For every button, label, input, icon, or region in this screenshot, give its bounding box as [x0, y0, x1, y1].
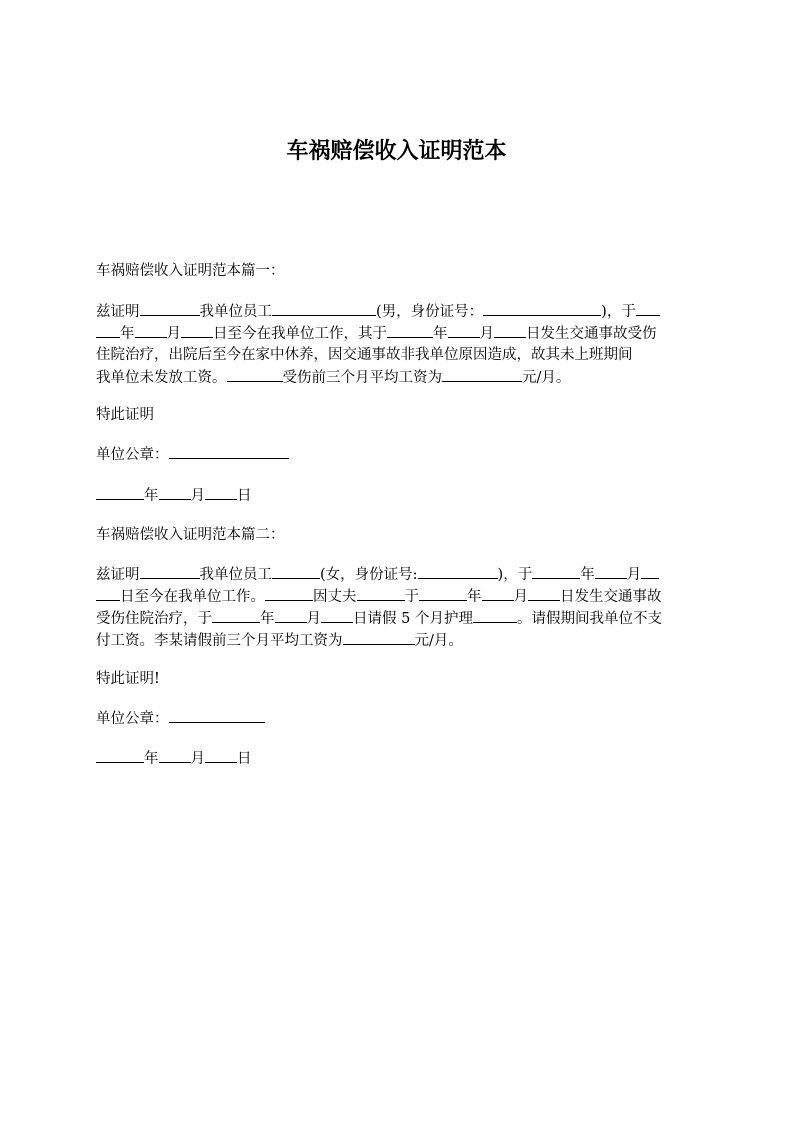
text-segment: 日至今在我单位工作。	[120, 589, 265, 605]
fill-blank	[140, 300, 200, 316]
text-segment: 我单位未发放工资。	[96, 370, 227, 386]
fill-blank	[483, 300, 601, 316]
text-segment: 日发生交通事故受伤	[526, 326, 657, 342]
text-segment: 日至今在我单位工作，其于	[213, 326, 387, 342]
text-segment: 元/月。	[522, 370, 571, 386]
text-segment: 年	[144, 751, 159, 767]
section1-paragraph-line2	[96, 322, 706, 345]
text-segment: 于	[404, 589, 419, 605]
text-segment: 年	[144, 488, 159, 504]
fill-blank	[321, 607, 353, 623]
fill-blank	[272, 300, 376, 316]
fill-blank	[96, 585, 120, 601]
text-segment: 年	[467, 589, 482, 605]
text-segment: 年	[580, 567, 595, 583]
fill-blank	[272, 563, 320, 579]
section1-seal	[96, 443, 706, 466]
text-segment: 年	[120, 326, 135, 342]
text-segment: 受伤住院治疗，于	[96, 611, 212, 627]
text-segment: 兹证明	[96, 304, 140, 320]
fill-blank	[159, 747, 191, 763]
text-segment: 年	[260, 611, 275, 627]
section2-seal	[96, 707, 706, 730]
fill-blank	[595, 563, 627, 579]
fill-blank	[442, 366, 522, 382]
text-segment: 月	[479, 326, 494, 342]
section2-heading: 车祸赔偿收入证明范本篇二：	[96, 527, 285, 543]
fill-blank	[96, 322, 120, 338]
text-segment: 年	[433, 326, 448, 342]
text-segment: 付工资。李某请假前三个月平均工资为	[96, 633, 343, 649]
text-segment: 我单位员工	[199, 567, 272, 583]
text-segment: 月	[306, 611, 321, 627]
text-segment: )，于	[497, 567, 533, 583]
text-segment: )，于	[601, 304, 636, 320]
fill-blank	[169, 707, 265, 723]
fill-blank	[140, 563, 200, 579]
section1-closing: 特此证明	[96, 407, 154, 423]
text-segment: 月	[166, 326, 181, 342]
fill-blank	[473, 607, 517, 623]
section2-paragraph-line1	[96, 563, 706, 586]
text-segment: 我单位员工	[199, 304, 272, 320]
text-segment: 。请假期间我单位不支	[516, 611, 662, 627]
text-segment: 日	[237, 751, 252, 767]
fill-blank	[96, 484, 144, 500]
fill-blank	[265, 585, 313, 601]
text-segment: 日发生交通事故	[560, 589, 662, 605]
fill-blank	[532, 563, 580, 579]
fill-blank	[448, 322, 480, 338]
fill-blank	[419, 585, 467, 601]
fill-blank	[275, 607, 307, 623]
text-segment: 受伤前三个月平均工资为	[282, 370, 442, 386]
text-segment: (女，身份证号:	[320, 567, 418, 583]
section1-date	[96, 484, 706, 507]
section1-paragraph-line4	[96, 366, 706, 389]
section2-paragraph-line4	[96, 629, 706, 652]
text-segment: (男，身份证号：	[376, 304, 484, 320]
text-segment: 日请假 5 个月护理	[353, 611, 473, 627]
fill-blank	[494, 322, 526, 338]
text-segment: 月	[190, 751, 205, 767]
text-segment: 日	[237, 488, 252, 504]
text-segment: 兹证明	[96, 567, 140, 583]
section2-date	[96, 747, 706, 770]
fill-blank	[181, 322, 213, 338]
fill-blank	[343, 629, 415, 645]
section1-heading: 车祸赔偿收入证明范本篇一：	[96, 263, 285, 279]
fill-blank	[96, 747, 144, 763]
fill-blank	[387, 322, 433, 338]
fill-blank	[205, 484, 237, 500]
text-segment: 因丈夫	[313, 589, 357, 605]
fill-blank	[169, 443, 289, 459]
section2-paragraph-line3	[96, 607, 706, 630]
document-title: 车祸赔偿收入证明范本	[286, 139, 507, 164]
fill-blank	[528, 585, 560, 601]
fill-blank	[418, 563, 498, 579]
fill-blank	[357, 585, 405, 601]
fill-blank	[205, 747, 237, 763]
fill-blank	[159, 484, 191, 500]
fill-blank	[227, 366, 283, 382]
section1-paragraph-line1	[96, 300, 706, 323]
fill-blank	[135, 322, 167, 338]
fill-blank	[482, 585, 514, 601]
fill-blank	[641, 563, 659, 579]
section2-paragraph-line2	[96, 585, 706, 608]
seal-label: 单位公章：	[96, 447, 169, 463]
fill-blank	[636, 300, 660, 316]
fill-blank	[212, 607, 260, 623]
section1-paragraph-line3: 住院治疗，出院后至今在家中休养，因交通事故非我单位原因造成，故其未上班期间	[96, 347, 633, 363]
text-segment: 月	[190, 488, 205, 504]
text-segment: 月	[513, 589, 528, 605]
seal-label: 单位公章：	[96, 711, 169, 727]
section2-closing: 特此证明!	[96, 671, 160, 687]
text-segment: 月	[626, 567, 642, 583]
text-segment: 元/月。	[414, 633, 463, 649]
